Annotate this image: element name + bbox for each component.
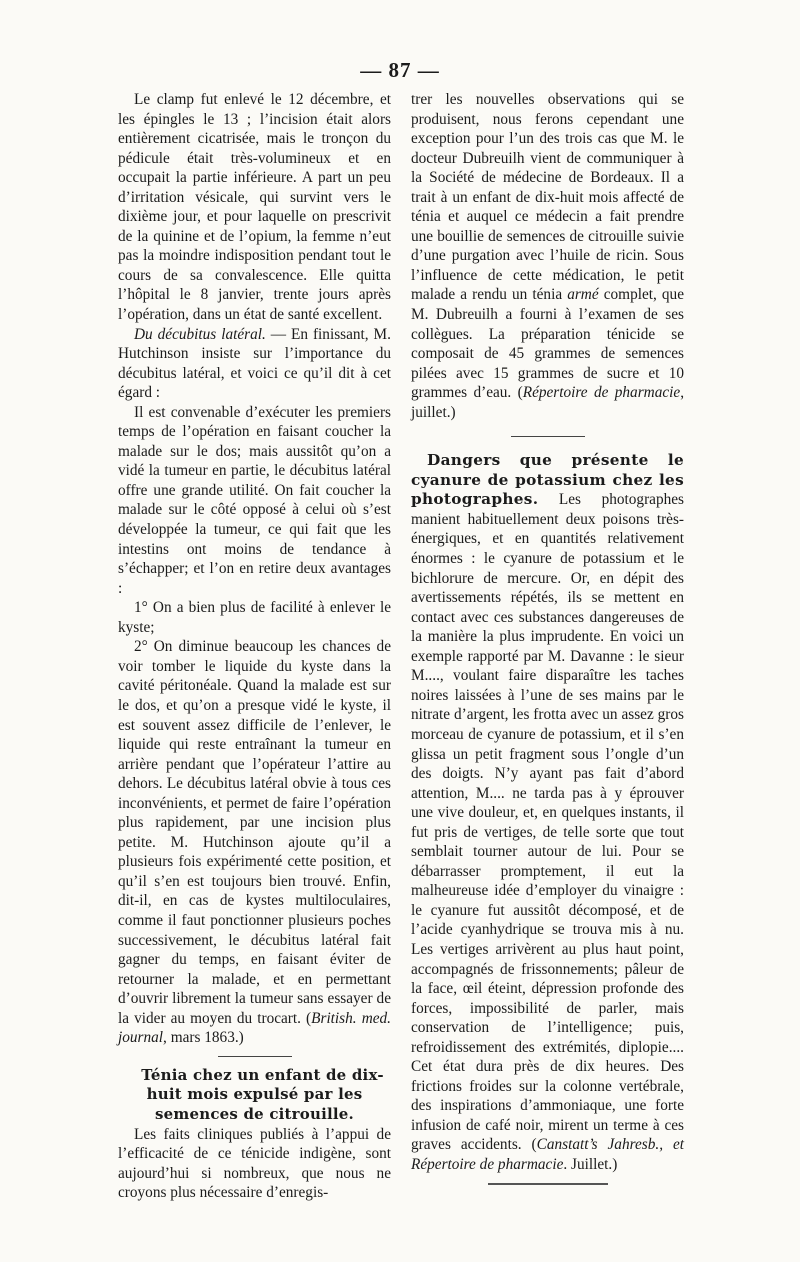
paragraph-clamp: Le clamp fut enlevé le 12 décembre, et les épingles le 13 ; l’incision était alors entièrement cicatrisée, mais le tronçon du pédicule était très-volumineux et en occupait la partie inférieure. A part un peu d’irritation vésicale, qui survint vers le dixième jour, et pour laquelle on prescrivit de la quinine et de l’opium, la femme n’eut pas la moindre indisposition pendant tout le cours de sa convalescence. Elle quitta l’hôpital le 8 janvier, trente jours après l’opération, dans un état de santé excellent. (118, 91, 391, 324)
paragraph-dangers-text: Les photographes manient habituellement deux poisons très-énergiques, et en quantités relativement énormes : le cyanure de potassium et le bichlorure de mercure. Or, en dépit des avertissements répétés, ils se mettent en contact avec ces substances dangereuses de la manière la plus imprudente. En voici un exemple rapporté par M. Davanne : le sieur M...., voulant faire disparaître les taches noires laissées à l’une de ses mains par le nitrate d’argent, les frotta avec un assez gros morceau de cyanure de potassium, et il s’en glissa un petit fragment sous l’ongle d’un des doigts. N’y ayant pas fait d’abord attention, M.... ne tarda pas à y éprouver une vive douleur, et, en quelques instants, il fut pris de vertiges, de telle sorte que tout semblait tourner autour de lui. Pour se débarrasser promptement, il eut la malheureuse idée d’employer du vinaigre : le cyanure fut aussitôt décomposé, et de l’acide cyanhydrique se trouva mis à nu. Les vertiges arrivèrent au plus haut point, accompagnés de frissonnements; pâleur de la face, œil éteint, dépression profonde des forces, impossibilité de parler, mais conservation de l’intelligence; puis, refroidissement des extrémités, diplopie.... Cet état dura près de dix heures. Des frictions froides sur la colonne vertébrale, des inspirations d’ammoniaque, une forte infusion de café noir, mirent un terme à ces graves accidents. ( (411, 491, 684, 1154)
paragraph-observations (411, 90, 684, 422)
source-canstatt-repertoire: Canstatt’s Jahresb., et Répertoire de pharmacie (411, 1136, 684, 1173)
paragraph-avantage-2-end: , mars 1863.) (163, 1029, 244, 1047)
end-ornament-rule (488, 1183, 608, 1185)
section-divider-right (511, 436, 585, 437)
paragraph-dangers-end: . Juillet.) (563, 1155, 618, 1173)
paragraph-decubitus-text: — En finissant, M. Hutchinson insiste sur l’importance du décubitus latéral, et voici ce qu’il dit à cet égard : (118, 325, 391, 402)
left-column (118, 90, 391, 1203)
word-arme: armé (567, 286, 599, 304)
paragraph-observations-text-2: complet, que M. Dubreuilh a fourni à l’examen de ses collègues. La préparation ténicide se composait de 45 grammes de semences pilées avec 15 grammes de sucre et 10 grammes d’eau. ( (411, 286, 684, 402)
paragraph-avantage-1: 1° On a bien plus de facilité à enlever le kyste; (118, 599, 391, 636)
source-british-med-journal: British. med. journal (118, 1009, 391, 1047)
paragraph-dangers (411, 451, 684, 1174)
paragraph-avantage-2 (118, 637, 391, 1047)
paragraph-observations-text: trer les nouvelles observations qui se produisent, nous ferons cependant une exception pour l’un des trois cas que M. le docteur Dubreuilh vient de communiquer à la Société de médecine de Bordeaux. Il a trait à un enfant de dix-huit mois affecté de ténia et auquel ce médecin a fait prendre une bouillie de semences de citrouille suivie d’une purgation avec l’huile de ricin. Sous l’influence de cette médication, le petit malade a rendu un ténia (411, 91, 684, 304)
article-title-dangers-cyanure: Dangers que présente le cyanure de potassium chez les photographes. (411, 451, 684, 509)
section-divider (218, 1056, 292, 1057)
heading-decubitus-lateral: Du décubitus latéral. (134, 325, 266, 343)
article-title-tenia: Ténia chez un enfant de dix-huit mois expulsé par les semences de citrouille. (141, 1065, 384, 1123)
page-number: — 87 — (360, 58, 440, 82)
paragraph-avantage-2-text: 2° On diminue beaucoup les chances de voir tomber le liquide du kyste dans la cavité péritonéale. Quand la malade est sur le dos, et qu’on a presque vidé le kyste, il est souvent assez difficile de l’enlever, le liquide qui reste entraînant la tumeur en arrière pendant que l’opérateur l’attire au dehors. Le décubitus latéral obvie à tous ces inconvénients, et permet de faire l’opération plus rapidement, par une incision plus petite. M. Hutchinson ajoute qu’il a plusieurs fois expérimenté cette position, et qu’il s’en est toujours bien trouvé. Enfin, dit-il, en cas de kystes multiloculaires, comme il faut ponctionner plusieurs poches successivement, le décubitus latéral fait gagner du temps, en faisant éviter de retourner la malade, et en permettant d’ouvrir librement la tumeur sans essayer de la vider au moyen du trocart. ( (118, 638, 391, 1027)
paragraph-faits-cliniques: Les faits cliniques publiés à l’appui de l’efficacité de ce ténicide indigène, sont aujourd’hui si nombreux, que nous ne croyons plus nécessaire d’enregis- (118, 1125, 391, 1202)
paragraph-convenable: Il est convenable d’exécuter les premiers temps de l’opération en faisant coucher la malade sur le dos; mais aussitôt qu’on a vidé la tumeur en partie, le décubitus latéral offre une grande utilité. On fait coucher la malade sur le côté opposé à celui où s’est développée la tumeur, ce qui fait que les intestins ont moins de tendance à s’échapper; et l’on en retire deux avantages : (118, 403, 391, 597)
paragraph-decubitus (118, 325, 391, 403)
right-column (411, 90, 684, 1185)
source-repertoire-pharmacie: Répertoire de pharmacie (522, 384, 681, 402)
paragraph-observations-end: , juillet.) (411, 384, 685, 421)
